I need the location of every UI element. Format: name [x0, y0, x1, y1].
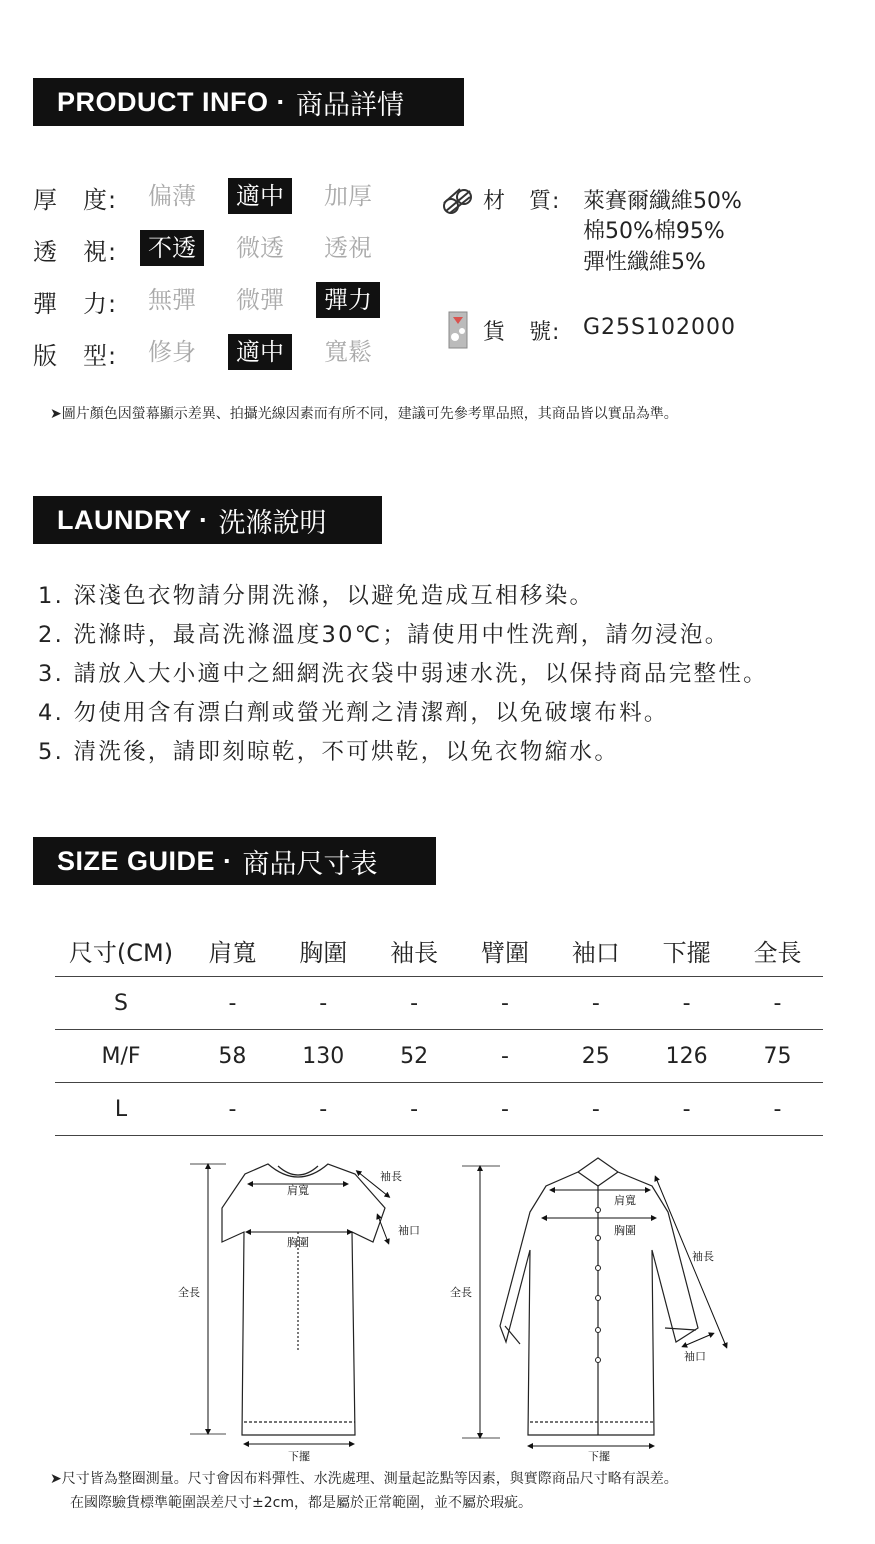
laundry-item: 2. 洗滌時，最高洗滌溫度30℃；請使用中性洗劑，請勿浸泡。	[38, 622, 730, 648]
size-guide-title	[33, 837, 436, 885]
laundry-item: 1. 深淺色衣物請分開洗滌，以避免造成互相移染。	[38, 583, 595, 609]
attribute-label: 厚 度:	[33, 185, 118, 214]
label-sleeve-right: 袖長	[692, 1250, 714, 1263]
attribute-option-selected: 適中	[228, 178, 292, 214]
table-cell: -	[369, 977, 460, 1030]
table-row	[55, 1083, 823, 1136]
item-no-value: G25S102000	[583, 315, 736, 340]
size-table	[55, 924, 823, 1136]
label-length-right: 全長	[450, 1286, 472, 1299]
label-cuff-right: 袖口	[684, 1350, 706, 1363]
attribute-option: 透視	[324, 234, 372, 262]
table-cell: -	[187, 977, 278, 1030]
material-icon	[440, 183, 478, 217]
label-cuff-left: 袖口	[398, 1224, 420, 1237]
tshirt-dress-drawing	[222, 1164, 385, 1435]
material-line-3: 彈性纖維5%	[583, 250, 706, 275]
color-note: ➤圖片顏色因螢幕顯示差異、拍攝光線因素而有所不同，建議可先參考單品照，其商品皆以實品為準。	[50, 406, 678, 422]
table-cell: -	[550, 1083, 641, 1136]
attribute-option: 寬鬆	[324, 338, 372, 366]
table-cell: -	[641, 1083, 732, 1136]
col-length: 全長	[732, 924, 823, 977]
attribute-option: 微透	[236, 234, 284, 262]
size-guide-title-en: SIZE GUIDE ·	[57, 845, 233, 876]
table-cell: 52	[369, 1030, 460, 1083]
attribute-label: 版 型:	[33, 341, 118, 370]
table-cell: -	[278, 1083, 369, 1136]
size-table-header	[55, 924, 823, 977]
attribute-option: 修身	[148, 338, 196, 366]
attribute-option-selected: 彈力	[316, 282, 380, 318]
label-length-left: 全長	[178, 1286, 200, 1299]
table-row	[55, 1030, 823, 1083]
attribute-option: 加厚	[324, 182, 372, 210]
table-cell: -	[187, 1083, 278, 1136]
laundry-title-zh: 洗滌說明	[218, 507, 327, 539]
laundry-item: 4. 勿使用含有漂白劑或螢光劑之清潔劑，以免破壞布料。	[38, 700, 669, 726]
label-hem-left: 下擺	[288, 1450, 310, 1463]
laundry-item: 5. 清洗後，請即刻晾乾，不可烘乾，以免衣物縮水。	[38, 739, 620, 765]
table-cell: 75	[732, 1030, 823, 1083]
table-cell: -	[460, 1083, 551, 1136]
attribute-option: 無彈	[148, 286, 196, 314]
attribute-option-selected: 適中	[228, 334, 292, 370]
attribute-row	[33, 230, 413, 268]
label-chest-right: 胸圍	[614, 1224, 636, 1237]
table-cell: -	[278, 977, 369, 1030]
table-cell: 58	[187, 1030, 278, 1083]
material-line-2: 棉50%棉95%	[583, 219, 725, 244]
table-cell: M/F	[55, 1030, 187, 1083]
table-cell: -	[460, 1030, 551, 1083]
attribute-option: 微彈	[236, 286, 284, 314]
attribute-row	[33, 282, 413, 320]
label-shoulder-left: 肩寬	[287, 1184, 309, 1197]
col-chest: 胸圍	[278, 924, 369, 977]
size-note-line-2: 在國際驗貨標準範圍誤差尺寸±2cm，都是屬於正常範圍，並不屬於瑕疵。	[70, 1495, 532, 1511]
material-line-1: 萊賽爾纖維50%	[583, 189, 742, 214]
laundry-item: 3. 請放入大小適中之細網洗衣袋中弱速水洗，以保持商品完整性。	[38, 661, 768, 687]
attribute-row	[33, 334, 413, 372]
attribute-label: 彈 力:	[33, 289, 118, 318]
attribute-option: 偏薄	[148, 182, 196, 210]
attribute-row	[33, 178, 413, 216]
table-cell: L	[55, 1083, 187, 1136]
product-info-title	[33, 78, 464, 126]
table-row	[55, 977, 823, 1030]
table-cell: -	[460, 977, 551, 1030]
label-chest-left: 胸圍	[287, 1236, 309, 1249]
table-cell: -	[369, 1083, 460, 1136]
col-size: 尺寸(CM)	[55, 924, 187, 977]
table-cell: 25	[550, 1030, 641, 1083]
col-shoulder: 肩寬	[187, 924, 278, 977]
tag-icon	[446, 309, 472, 351]
table-cell: S	[55, 977, 187, 1030]
col-sleeve: 袖長	[369, 924, 460, 977]
col-hem: 下擺	[641, 924, 732, 977]
laundry-title	[33, 496, 382, 544]
label-hem-right: 下擺	[588, 1450, 610, 1463]
attribute-label: 透 視:	[33, 237, 118, 266]
col-arm: 臂圍	[460, 924, 551, 977]
size-note-line-1: ➤尺寸皆為整圈測量。尺寸會因布料彈性、水洗處理、測量起訖點等因素，與實際商品尺寸略有誤差。	[50, 1471, 678, 1487]
material-label: 材 質:	[483, 189, 561, 214]
table-cell: -	[641, 977, 732, 1030]
size-guide-title-zh: 商品尺寸表	[242, 848, 378, 880]
table-cell: 130	[278, 1030, 369, 1083]
table-cell: -	[732, 1083, 823, 1136]
table-cell: -	[550, 977, 641, 1030]
table-cell: 126	[641, 1030, 732, 1083]
label-shoulder-right: 肩寬	[614, 1194, 636, 1207]
label-sleeve-left: 袖長	[380, 1170, 402, 1183]
col-cuff: 袖口	[550, 924, 641, 977]
measurement-diagram	[0, 1150, 875, 1468]
item-no-label: 貨 號:	[483, 320, 561, 345]
table-cell: -	[732, 977, 823, 1030]
laundry-title-en: LAUNDRY ·	[57, 504, 209, 535]
product-info-title-en: PRODUCT INFO ·	[57, 86, 286, 117]
attribute-option-selected: 不透	[140, 230, 204, 266]
product-info-title-zh: 商品詳情	[296, 89, 404, 121]
